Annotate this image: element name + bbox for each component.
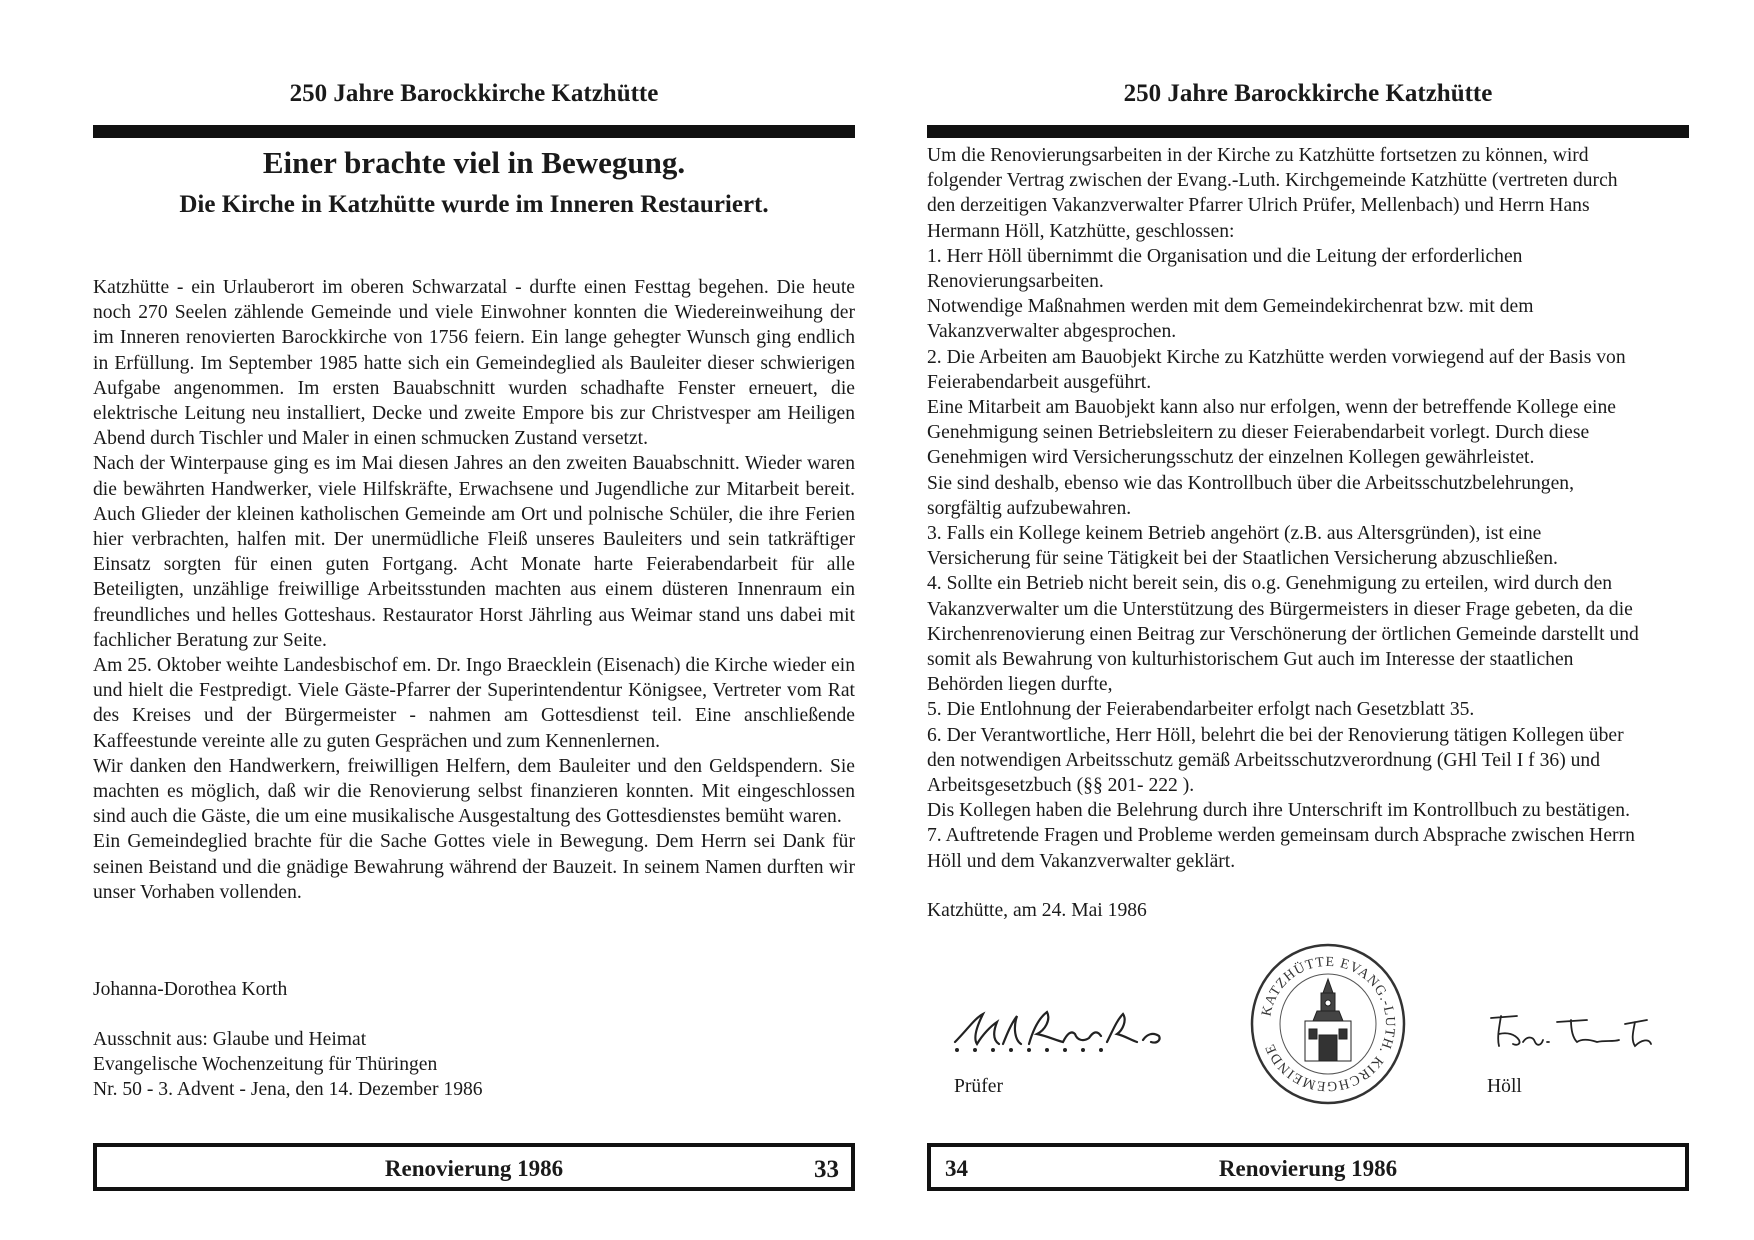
text-line: 3. Falls ein Kollege keinem Betrieb angehört (z.B. aus Altersgründen), ist eine <box>927 523 1542 545</box>
text-line: somit als Bewahrung von kulturhistorischem Gut auch im Interesse der staatlichen <box>927 649 1574 671</box>
paragraph: Nach der Winterpause ging es im Mai diesen Jahres an den zweiten Bauabschnitt. Wieder waren die bewährten Handwerker, viele Hilfskräfte, Erwachsene und Jugendliche zur Mitarbeit bereit. Auch Glieder der kleinen katholischen Gemeinde am Ort und polnische Schüler, die ihre Ferien hier verbrachten, halfen mit. Der unermüdliche Fleiß unseres Bauleiters und sein tatkräftiger Einsatz sorgten für einen guten Fortgang. Acht Monate harte Feierabendarbeit für alle Beteiligten, unzählige freiwillige Arbeitsstunden machten aus einem düsteren Innenraum ein freundliches und helles Gotteshaus. Restaurator Horst Jährling aus Weimar stand uns dabei mit fachlicher Beratung zur Seite. <box>93 453 855 651</box>
text-line: 7. Auftretende Fragen und Probleme werden gemeinsam durch Absprache zwischen Herrn <box>927 825 1635 847</box>
text-line: den derzeitigen Vakanzverwalter Pfarrer Ulrich Prüfer, Mellenbach) und Herrn Hans <box>927 195 1590 217</box>
page-footer <box>93 1143 855 1191</box>
header-rule <box>93 125 855 138</box>
text-line: Feierabendarbeit ausgeführt. <box>927 371 1152 393</box>
source-line: Nr. 50 - 3. Advent - Jena, den 14. Dezember 1986 <box>93 1079 483 1101</box>
text-line: Genehmigen wird Versicherungsschutz der einzelnen Kollegen gewährleistet. <box>927 447 1535 469</box>
text-line: Behörden liegen durfte, <box>927 674 1113 696</box>
text-line: Eine Mitarbeit am Bauobjekt kann also nur erfolgen, wenn der betreffende Kollege eine <box>927 397 1616 419</box>
page-number: 34 <box>945 1156 968 1181</box>
paragraph: Wir danken den Handwerkern, freiwilligen Helfern, dem Bauleiter und den Geldspendern. Sie machten es möglich, daß wir die Renovierung selbst finanzieren konnten. Mit eingeschlossen sind auch die Gäste, die um eine musikalische Ausgestaltung des Gottesdienstes bemüht waren. <box>93 755 855 828</box>
page-number: 33 <box>814 1156 839 1183</box>
text-line: Höll und dem Vakanzverwalter geklärt. <box>927 850 1236 872</box>
footer-title: Renovierung 1986 <box>384 1156 564 1181</box>
header-rule <box>927 125 1689 138</box>
text-line: 1. Herr Höll übernimmt die Organisation und die Leitung der erforderlichen <box>927 245 1523 267</box>
text-line: folgender Vertrag zwischen der Evang.-Luth. Kirchgemeinde Katzhütte (vertreten durch <box>927 170 1618 192</box>
text-line: Vakanzverwalter abgesprochen. <box>927 321 1177 343</box>
text-line: 4. Sollte ein Betrieb nicht bereit sein, dis o.g. Genehmigung zu erteilen, wird durch den <box>927 573 1613 595</box>
text-line: Renovierungsarbeiten. <box>927 271 1104 293</box>
footer-title: Renovierung 1986 <box>1218 1156 1398 1181</box>
article-subtitle: Die Kirche in Katzhütte wurde im Inneren Restauriert. <box>179 191 769 218</box>
church-seal-stamp <box>1247 943 1409 1105</box>
article-body <box>93 275 855 905</box>
text-line: 2. Die Arbeiten am Bauobjekt Kirche zu Katzhütte werden vorwiegend auf der Basis von <box>927 346 1626 368</box>
text-line: Kirchenrenovierung einen Beitrag zur Verschönerung der örtlichen Gemeinde darstellt und <box>927 623 1639 645</box>
text-line: Sie sind deshalb, ebenso wie das Kontrollbuch über die Arbeitsschutzbelehrungen, <box>927 472 1574 494</box>
text-line: 5. Die Entlohnung der Feierabendarbeiter erfolgt nach Gesetzblatt 35. <box>927 699 1475 721</box>
signature-pruefer <box>947 1000 1177 1060</box>
author-name: Johanna-Dorothea Korth <box>93 979 288 1000</box>
text-line: Vakanzverwalter um die Unterstützung des Bürgermeisters in dieser Frage gebeten, da die <box>927 598 1633 620</box>
text-line: Genehmigung seinen Betriebsleitern zu dieser Feierabendarbeit vorlegt. Durch diese <box>927 422 1590 444</box>
text-line: sorgfältig aufzubewahren. <box>927 497 1132 519</box>
text-line: Notwendige Maßnahmen werden mit dem Gemeindekirchenrat bzw. mit dem <box>927 296 1534 318</box>
source-citation <box>93 1027 483 1103</box>
paragraph: Am 25. Oktober weihte Landesbischof em. Dr. Ingo Braecklein (Eisenach) die Kirche wieder ein und hielt die Festpredigt. Viele Gäste-Pfarrer der Superintendentur Königsee, Vertreter vom Rat des Kreises und der Bürgermeister - nahmen am Gottesdienst teil. Eine anschließende Kaffeestunde vereinte alle zu guten Gesprächen und zum Kennenlernen. <box>93 655 855 752</box>
paragraph: Katzhütte - ein Urlauberort im oberen Schwarzatal - durfte einen Festtag begehen. Die heute noch 270 Seelen zählende Gemeinde und viele Einwohner konnten die Wiedereinweihung der im Inneren renovierten Barockkirche von 1756 feiern. Ein lange gehegter Wunsch ging endlich in Erfüllung. Im September 1985 hatte sich ein Gemeindeglied als Bauleiter dieser schwierigen Aufgabe angenommen. Im ersten Bauabschnitt wurden schadhafte Fenster erneuert, die elektrische Leitung neu installiert, Decke und zweite Empore bis zur Christvesper am Heiligen Abend durch Tischler und Maler in einen schmucken Zustand versetzt. <box>93 277 855 450</box>
source-line: Ausschnit aus: Glaube und Heimat <box>93 1029 367 1050</box>
running-header: 250 Jahre Barockkirche Katzhütte <box>289 80 659 107</box>
text-line: Arbeitsgesetzbuch (§§ 201- 222 ). <box>927 775 1195 797</box>
page-footer <box>927 1143 1689 1191</box>
text-line: Dis Kollegen haben die Belehrung durch ihre Unterschrift im Kontrollbuch zu bestätigen. <box>927 800 1631 822</box>
text-line: 6. Der Verantwortliche, Herr Höll, belehrt die bei der Renovierung tätigen Kollegen über <box>927 724 1624 746</box>
text-line: Versicherung für seine Tätigkeit bei der Staatlichen Versicherung abzuschließen. <box>927 548 1558 570</box>
text-line: Hermann Höll, Katzhütte, geschlossen: <box>927 220 1235 242</box>
text-line: Um die Renovierungsarbeiten in der Kirche zu Katzhütte fortsetzen zu können, wird <box>927 145 1589 166</box>
signatory-label-hoell: Höll <box>1487 1076 1522 1097</box>
signatory-label-pruefer: Prüfer <box>954 1076 1003 1097</box>
date-line: Katzhütte, am 24. Mai 1986 <box>927 900 1147 921</box>
contract-text <box>927 143 1689 874</box>
svg-text:KATZHÜTTE EVANG.-LUTH. KIRCHGE: KATZHÜTTE EVANG.-LUTH. KIRCHGEMEINDE <box>1259 954 1398 1094</box>
article-title: Einer brachte viel in Bewegung. <box>262 145 686 180</box>
signature-hoell <box>1487 1010 1657 1055</box>
running-header: 250 Jahre Barockkirche Katzhütte <box>1123 80 1493 107</box>
paragraph: Ein Gemeindeglied brachte für die Sache Gottes viele in Bewegung. Dem Herrn sei Dank für seinen Beistand und die gnädige Bewahrung während der Bauzeit. In seinem Namen durften wir unser Vorhaben vollenden. <box>93 831 855 903</box>
text-line: den notwendigen Arbeitsschutz gemäß Arbeitsschutzverordnung (GHl Teil I f 36) und <box>927 749 1601 771</box>
source-line: Evangelische Wochenzeitung für Thüringen <box>93 1054 438 1076</box>
